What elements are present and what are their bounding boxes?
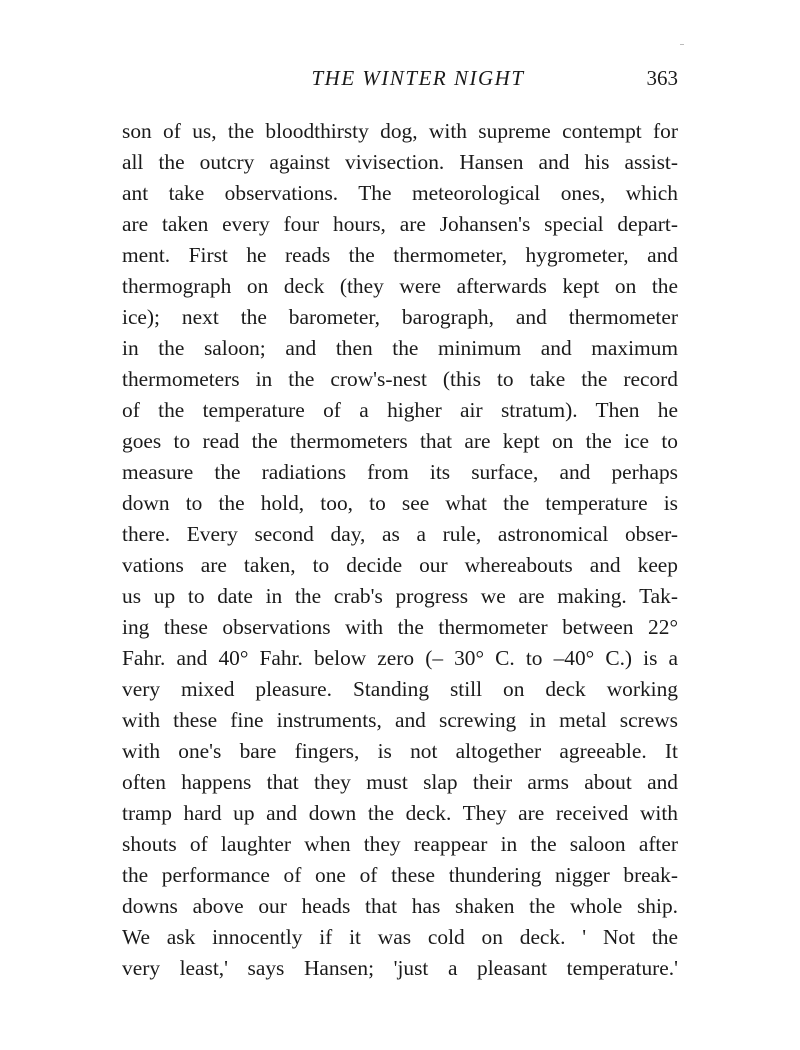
text-line: tramp hard up and down the deck. They are received with <box>122 801 678 825</box>
running-title: THE WINTER NIGHT <box>311 66 525 90</box>
text-line: measure the radiations from its surface, and perhaps <box>122 460 678 484</box>
text-line: all the outcry against vivisection. Hansen and his assist- <box>122 150 678 174</box>
text-line: ing these observations with the thermometer between 22° <box>122 615 678 639</box>
text-line: goes to read the thermometers that are kept on the ice to <box>122 429 678 453</box>
page-edge-mark <box>680 44 684 45</box>
text-line: son of us, the bloodthirsty dog, with supreme contempt for <box>122 119 678 143</box>
text-line: We ask innocently if it was cold on deck. ' Not the <box>122 925 678 949</box>
text-line: thermograph on deck (they were afterwards kept on the <box>122 274 678 298</box>
text-line: ant take observations. The meteorological ones, which <box>122 181 678 205</box>
text-line: with one's bare fingers, is not altogether agreeable. It <box>122 739 678 763</box>
text-line: in the saloon; and then the minimum and maximum <box>122 336 678 360</box>
text-line: with these fine instruments, and screwing in metal screws <box>122 708 678 732</box>
text-line: downs above our heads that has shaken the whole ship. <box>122 894 678 918</box>
text-line: us up to date in the crab's progress we are making. Tak- <box>122 584 678 608</box>
text-line: very mixed pleasure. Standing still on deck working <box>122 677 678 701</box>
text-line: the performance of one of these thundering nigger break- <box>122 863 678 887</box>
text-line: of the temperature of a higher air stratum). Then he <box>122 398 678 422</box>
body-text <box>122 116 678 984</box>
page-number: 363 <box>646 66 678 90</box>
text-line: ice); next the barometer, barograph, and thermometer <box>122 305 678 329</box>
text-line: thermometers in the crow's-nest (this to take the record <box>122 367 678 391</box>
text-line: there. Every second day, as a rule, astronomical obser- <box>122 522 678 546</box>
text-line: often happens that they must slap their arms about and <box>122 770 678 794</box>
text-line: very least,' says Hansen; 'just a pleasant temperature.' <box>122 956 678 980</box>
text-line: ment. First he reads the thermometer, hygrometer, and <box>122 243 678 267</box>
text-line: vations are taken, to decide our whereabouts and keep <box>122 553 678 577</box>
text-line: are taken every four hours, are Johansen's special depart- <box>122 212 678 236</box>
text-line: down to the hold, too, to see what the temperature is <box>122 491 678 515</box>
text-line: shouts of laughter when they reappear in the saloon after <box>122 832 678 856</box>
running-head <box>122 66 678 96</box>
text-line: Fahr. and 40° Fahr. below zero (– 30° C. to –40° C.) is a <box>122 646 678 670</box>
